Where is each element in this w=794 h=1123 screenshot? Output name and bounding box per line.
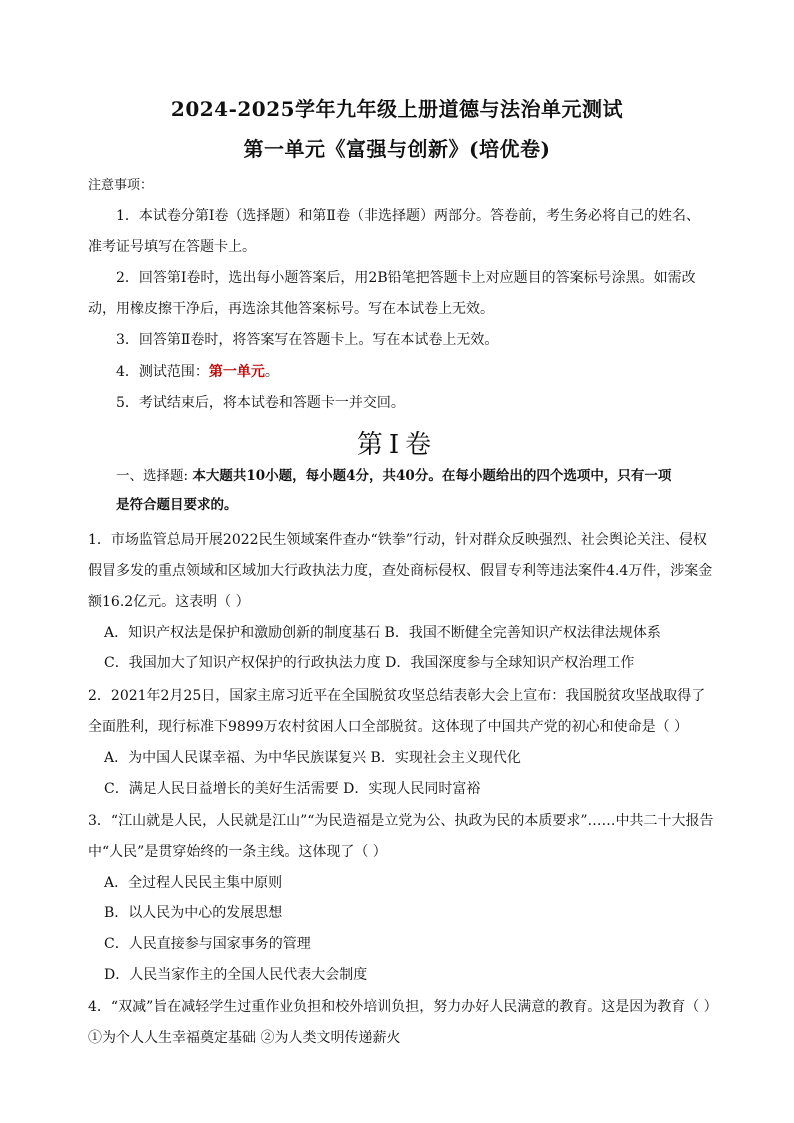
question-3-option-b: B．以人民为中心的发展思想: [104, 905, 283, 921]
volume-heading: 第Ⅰ卷: [356, 430, 438, 460]
section-rule-c: ，只有一项: [603, 468, 672, 484]
question-1-line-2: 假冒多发的重点领域和区域加大行政执法力度，查处商标侵权、假冒专利等违法案件4.4万件，涉案金: [88, 563, 713, 579]
test-scope: 第一单元: [208, 364, 265, 380]
question-3-line-1: 3．“江山就是人民，人民就是江山”“为民造福是立党为公、执政为民的本质要求”……中共二十大报告: [88, 813, 714, 829]
question-2-line-2: 全面胜利，现行标准下9899万农村贫困人口全部脱贫。这体现了中国共产党的初心和使命是（ ）: [88, 719, 689, 735]
question-2-options-row-1: A．为中国人民谋幸福、为中华民族谋复兴 B．实现社会主义现代化: [104, 750, 521, 766]
question-2-options-row-2: C．满足人民日益增长的美好生活需要 D．实现人民同时富裕: [104, 781, 481, 797]
notice-item-4-prefix: 4．测试范围：: [116, 364, 209, 380]
question-1-options-row-1: A．知识产权法是保护和激励创新的制度基石 B．我国不断健全完善知识产权法律法规体系: [104, 625, 661, 641]
question-3-option-d: D．人民当家作主的全国人民代表大会制度: [104, 967, 368, 983]
notice-item-4: [116, 362, 279, 382]
question-3-option-a: A．全过程人民民主集中原则: [104, 875, 283, 891]
section-instructions-line-1: [116, 466, 671, 486]
notice-item-5: 5．考试结束后，将本试卷和答题卡一并交回。: [116, 395, 405, 411]
exam-subtitle: 第一单元《富强与创新》(培优卷): [243, 137, 551, 161]
notice-item-3: 3．回答第Ⅱ卷时，将答案写在答题卡上。写在本试卷上无效。: [116, 332, 499, 348]
question-2-line-1: 2．2021年2月25日，国家主席习近平在全国脱贫攻坚总结表彰大会上宣布：我国脱贫攻坚战取得了: [88, 688, 706, 704]
question-3-line-2: 中“人民”是贯穿始终的一条主线。这体现了（ ）: [88, 844, 387, 860]
notice-item-2-line-1: 2．回答第Ⅰ卷时，选出每小题答案后，用2B铅笔把答题卡上对应题目的答案标号涂黑。如需改: [116, 270, 696, 286]
question-4-items: ①为个人人生幸福奠定基础 ②为人类文明传递薪火: [88, 1030, 401, 1046]
question-1-line-3: 额16.2亿元。这表明（ ）: [88, 594, 250, 610]
section-rule-b: 四个选项中: [536, 468, 604, 484]
notice-item-1-line-2: 准考证号填写在答题卡上。: [88, 239, 256, 255]
question-1-line-1: 1．市场监管总局开展2022民生领域案件查办“铁拳”行动，针对群众反映强烈、社会舆论关注、侵权: [88, 532, 707, 548]
exam-title: 2024-2025学年九年级上册道德与法治单元测试: [170, 97, 624, 121]
notice-heading: 注意事项：: [88, 178, 154, 193]
question-3-option-c: C．人民直接参与国家事务的管理: [104, 936, 311, 952]
question-4-line-1: 4．“双减”旨在减轻学生过重作业负担和校外培训负担，努力办好人民满意的教育。这是因为教育（ ）: [88, 999, 718, 1015]
section-instructions-line-2: 是符合题目要求的。: [116, 497, 238, 513]
notice-item-2-line-2: 动，用橡皮擦干净后，再选涂其他答案标号。写在本试卷上无效。: [88, 301, 494, 317]
notice-item-4-suffix: 。: [264, 364, 279, 380]
notice-item-1-line-1: 1．本试卷分第Ⅰ卷（选择题）和第Ⅱ卷（非选择题）两部分。答卷前，考生务必将自己的姓名、: [116, 208, 700, 224]
question-1-options-row-2: C．我国加大了知识产权保护的行政执法力度 D．我国深度参与全球知识产权治理工作: [104, 655, 635, 671]
section-label: 一、选择题:: [116, 468, 189, 484]
section-rule-a: 本大题共10小题，每小题4分，共40分。在每小题给出的: [192, 468, 537, 484]
